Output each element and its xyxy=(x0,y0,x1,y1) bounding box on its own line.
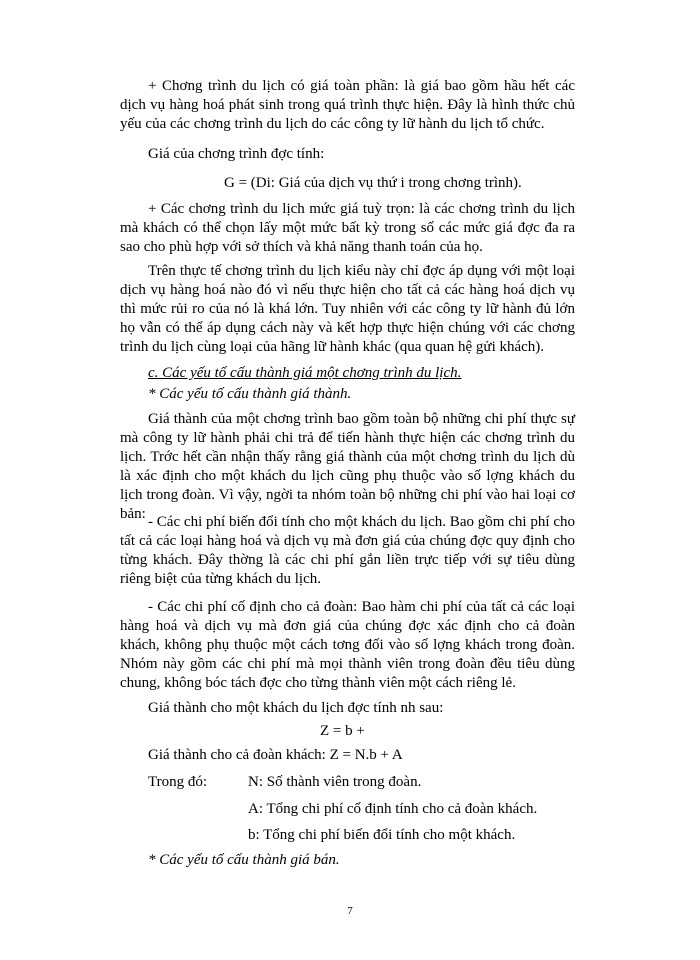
paragraph-cost-definition: Giá thành của một chơng trình bao gồm toàn bộ những chi phí thực sự mà công ty lữ hành phải chi trả để tiến hành thực hiện các chơng trình du lịch. Trớc hết cần nhận thấy rằng giá thành của một chơng trình du lịch dù là xác định cho một khách du lịch cũng phụ thuộc vào số lợng khách du lịch trong đoàn. Vì vậy, ngời ta nhóm toàn bộ những chi phí vào hai loại cơ bản: xyxy=(120,411,575,522)
paragraph-full-price-program: + Chơng trình du lịch có giá toàn phần: là giá bao gồm hầu hết các dịch vụ hàng hoá phát sinh trong quá trình thực hiện. Đây là hình thức chủ yếu của các chơng trình du lịch do các công ty lữ hành du lịch tổ chức. xyxy=(120,78,575,132)
paragraph-per-guest-cost-intro: Giá thành cho một khách du lịch đợc tính nh sau: xyxy=(148,700,444,716)
section-heading-c: c. Các yếu tố cấu thành giá một chơng trình du lịch. xyxy=(148,365,462,381)
paragraph-fixed-costs: - Các chi phí cố định cho cả đoàn: Bao hàm chi phí của tất cả các loại hàng hoá và dịch vụ mà đơn giá của chúng đợc xác định cho cả đoàn khách, không phụ thuộc một cách tơng đối vào số lợng khách trong đoàn. Nhóm này gồm các chi phí mà mọi thành viên trong đoàn đều tiêu dùng chung, không bóc tách đợc cho từng thành viên một cách riêng lẻ. xyxy=(120,599,575,691)
definition-a: A: Tổng chi phí cố định tính cho cả đoàn khách. xyxy=(248,801,538,817)
definition-b: b: Tổng chi phí biến đổi tính cho một khách. xyxy=(248,827,516,843)
definition-n: N: Số thành viên trong đoàn. xyxy=(248,774,422,790)
definitions-label: Trong đó: xyxy=(148,774,208,790)
paragraph-optional-price-program: + Các chơng trình du lịch mức giá tuỳ trọn: là các chơng trình du lịch mà khách có thể chọn lấy một mức bất kỳ trong số các mức giá đợc đa ra sao cho phù hợp với sở thích và khả năng thanh toán của họ. xyxy=(120,201,575,255)
paragraph-variable-costs: - Các chi phí biến đổi tính cho một khách du lịch. Bao gồm chi phí cho tất cả các loại hàng hoá và dịch vụ mà đơn giá của chúng đợc quy định cho từng khách. Đây thờng là các chi phí gắn liền trực tiếp với sự tiêu dùng riêng biệt của từng khách du lịch. xyxy=(120,514,575,587)
page-number: 7 xyxy=(347,905,353,917)
formula-group-cost: Giá thành cho cả đoàn khách: Z = N.b + A xyxy=(148,747,403,763)
paragraph-practical-application: Trên thực tế chơng trình du lịch kiểu này chỉ đợc áp dụng với một loại dịch vụ hàng hoá nào đó vì nếu thực hiện cho tất cả các hàng hoá dịch vụ thì mức rủi ro của nó là khá lớn. Tuy nhiên với các công ty lữ hành đủ lớn họ vẫn có thể áp dụng cách này và kết hợp thực hiện chúng với các chơng trình du lịch cùng loại của hãng lữ hành khác (qua quan hệ gửi khách). xyxy=(120,263,575,355)
paragraph-price-calc-intro: Giá của chơng trình đợc tính: xyxy=(148,146,325,162)
subheading-selling-price-factors: * Các yếu tố cấu thành giá bán. xyxy=(148,852,340,868)
formula-total-price: G = (Di: Giá của dịch vụ thứ i trong chơng trình). xyxy=(224,175,522,191)
subheading-cost-factors: * Các yếu tố cấu thành giá thành. xyxy=(148,386,352,402)
formula-per-guest-cost: Z = b + xyxy=(320,723,365,739)
